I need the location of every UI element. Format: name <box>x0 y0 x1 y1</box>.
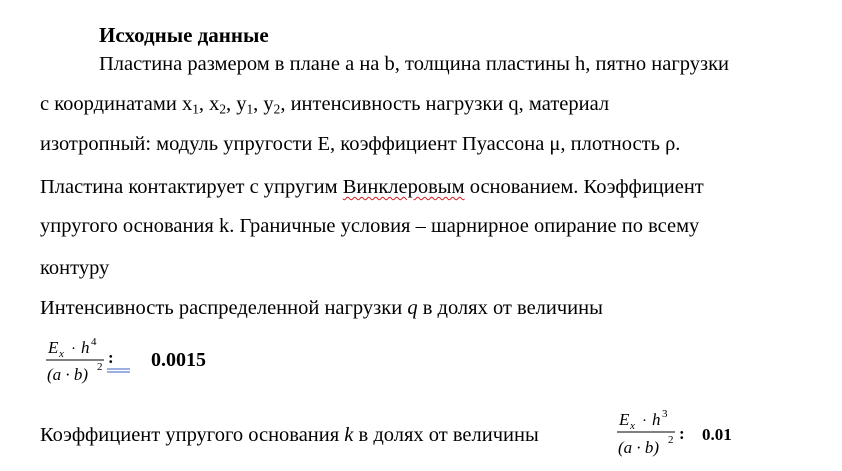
coord-x2-sub: 2 <box>219 101 227 117</box>
line2-prefix: с координатами <box>40 93 182 115</box>
load-text-before: Интенсивность распределенной нагрузки <box>40 297 408 319</box>
line4-after: основанием. Коэффициент <box>464 176 704 198</box>
spellcheck-flagged-word[interactable]: Винклеровым <box>342 176 465 198</box>
formula-num-var: E <box>48 338 59 357</box>
foundation-value: 0.01 <box>702 425 732 444</box>
coord-y2-sub: 2 <box>273 101 281 117</box>
separator: , <box>198 93 210 115</box>
formula-num-h: h <box>81 338 90 357</box>
formula-colon: : <box>108 348 114 367</box>
paragraph-line-2 <box>40 92 609 116</box>
foundation-symbol: k <box>344 424 354 446</box>
coord-x2: x <box>209 93 220 115</box>
formula-den-exp: 2 <box>97 361 103 373</box>
load-text-after: в долях от величины <box>417 297 603 319</box>
formula-num-exp: 3 <box>662 408 668 420</box>
line4-before: Пластина контактирует с упругим <box>40 176 343 198</box>
formula-num-var: E <box>619 410 630 429</box>
separator: , <box>253 93 264 115</box>
formula-num-exp: 4 <box>91 336 97 348</box>
load-formula <box>44 336 134 393</box>
formula-colon: : <box>679 424 685 443</box>
foundation-formula-svg <box>615 408 695 464</box>
coord-y1: y <box>236 93 247 115</box>
coord-x1: x <box>181 93 193 115</box>
paragraph-line-3: изотропный: модуль упругости E, коэффициент Пуассона μ, плотность ρ. <box>40 133 681 155</box>
foundation-coefficient-label <box>40 423 539 447</box>
coord-y1-sub: 1 <box>246 101 254 117</box>
load-formula-svg <box>44 336 134 388</box>
formula-num-sub: x <box>59 348 64 360</box>
load-value: 0.0015 <box>151 349 206 371</box>
foundation-text-after: в долях от величины <box>353 424 539 446</box>
formula-dot: · <box>642 413 647 429</box>
coord-x1-sub: 1 <box>192 101 199 117</box>
line2-suffix: , интенсивность нагрузки q, материал <box>280 93 610 115</box>
separator: , <box>226 93 237 115</box>
paragraph-line-1: Пластина размером в плане a на b, толщина пластины h, пятно нагрузки <box>99 53 729 75</box>
formula-dot: · <box>71 341 76 357</box>
load-intensity-label <box>40 296 603 320</box>
foundation-formula <box>615 408 695 469</box>
formula-den-exp: 2 <box>668 434 674 446</box>
formula-num-sub: x <box>630 420 635 432</box>
load-symbol: q <box>407 297 418 319</box>
formula-num-h: h <box>652 410 661 429</box>
paragraph-line-5: упругого основания k. Граничные условия – шарнирное опирание по всему <box>40 215 700 237</box>
paragraph-line-4 <box>40 175 704 199</box>
formula-den: (a · b) <box>47 365 89 384</box>
section-heading: Исходные данные <box>99 23 269 47</box>
coord-y2: y <box>263 93 274 115</box>
paragraph-line-6: контуру <box>40 257 110 279</box>
foundation-text-before: Коэффициент упругого основания <box>40 424 345 446</box>
formula-den: (a · b) <box>618 438 660 457</box>
